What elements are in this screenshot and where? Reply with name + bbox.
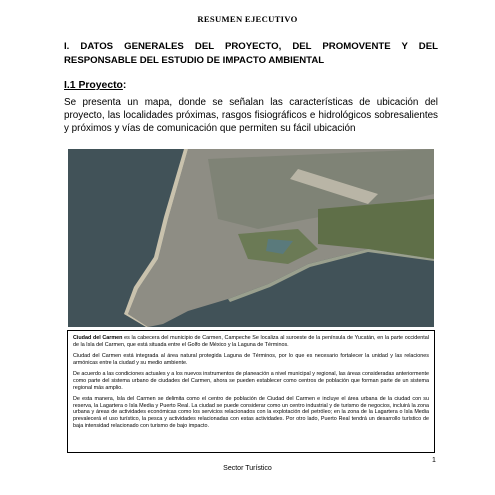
caption-box	[67, 330, 435, 453]
document-title: RESUMEN EJECUTIVO	[197, 14, 298, 24]
satellite-map-image	[68, 149, 434, 327]
section-heading	[64, 40, 438, 68]
satellite-map-graphic	[68, 149, 434, 327]
caption-paragraph-2: Ciudad del Carmen está integrada al área natural protegida Laguna de Términos, por lo que es necesario fortalecer la unidad y las relaciones armónicas entre la ciudad y su medio ambiente.	[73, 353, 429, 366]
section-heading-line-2: RESPONSABLE DEL ESTUDIO DE IMPACTO AMBIENTAL	[64, 55, 325, 66]
caption-city-name: Ciudad del Carmen	[73, 335, 123, 341]
caption-paragraph-1-text: es la cabecera del municipio de Carmen, Campeche Se localiza al suroeste de la península de Yucatán, en la parte occidental de la Isla del Carmen, que está situada entre el Golfo de México y la Laguna de Términos.	[73, 335, 429, 348]
caption-paragraph-3: De acuerdo a las condiciones actuales y a los nuevos instrumentos de planeación a nivel municipal y regional, las áreas consideradas anteriormente como parte del sistema urbano de ciudades del Carmen, ahora se pueden establecer como centros de población que forman parte de un sistema regional más amplio.	[73, 371, 429, 391]
subsection-heading	[64, 80, 126, 91]
subsection-heading-colon: :	[122, 80, 127, 91]
page-number: 1	[432, 457, 436, 464]
caption-paragraph-4: De esta manera, Isla del Carmen se delimita como el centro de población de Ciudad del Carmen e incluye el área urbana de la ciudad con su reserva, la Lagartera o Isla Media y Puerto Real. La ciudad se puede considerar como un centro industrial y de turismo de negocios, incluirá la zona urbana y áreas de actividades económicas como los servicios relacionados con la explotación del petróleo; en la zona de la Lagartera o Isla Media prevalecerá el uso turístico, la pesca y actividades relacionadas con estas actividades. Por otro lado, Puerto Real tendrá un desarrollo turístico de baja intensidad relacionado con turismo de bajo impacto.	[73, 396, 429, 429]
intro-paragraph: Se presenta un mapa, donde se señalan las características de ubicación del proyecto, las localidades próximas, rasgos fisiográficos e hidrológicos sobresalientes y próximos y vías de comunicación que permiten su fácil ubicación	[64, 97, 438, 135]
footer-label: Sector Turístico	[223, 465, 272, 472]
caption-paragraph-1	[73, 335, 429, 348]
section-heading-line-1: I. DATOS GENERALES DEL PROYECTO, DEL PROMOVENTE Y DEL	[64, 41, 438, 52]
subsection-heading-text: I.1 Proyecto	[64, 80, 123, 91]
